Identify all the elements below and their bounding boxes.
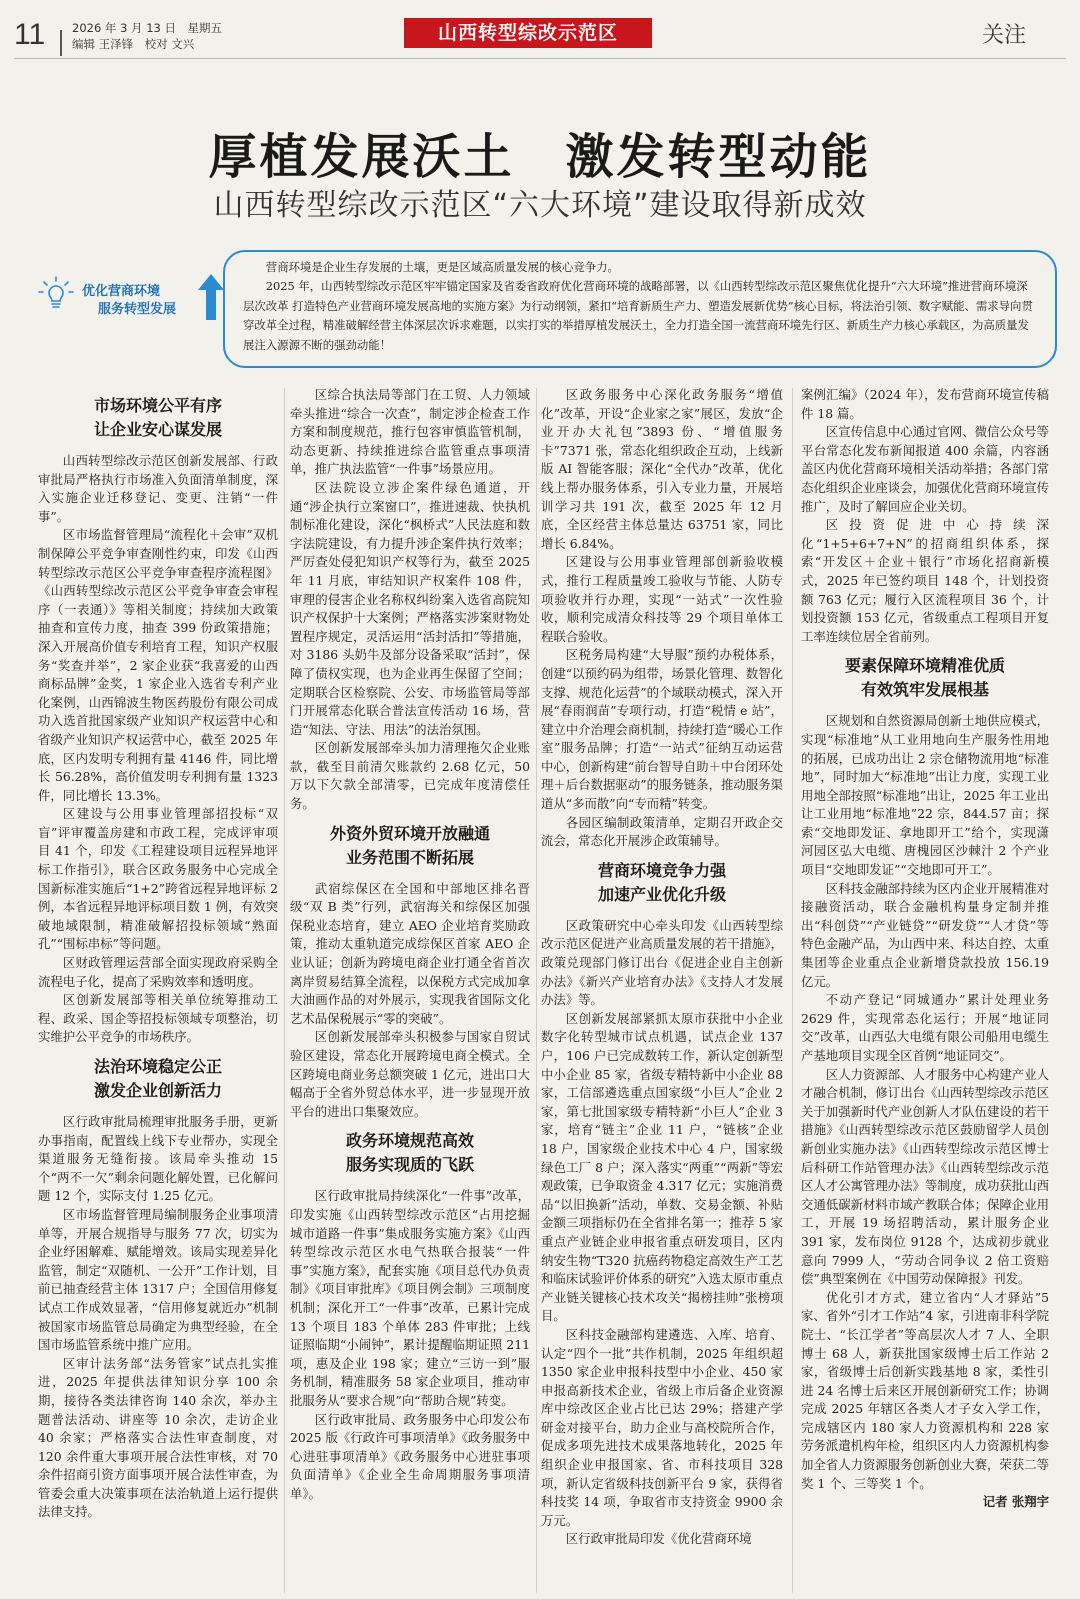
page-subheadline: 山西转型综改示范区“六大环境”建设取得新成效 xyxy=(213,188,867,223)
article-paragraph: 区政策研究中心牵头印发《山西转型综改示范区促进产业高质量发展的若干措施》，政策兑现部门修订出台《促进企业自主创新办法》《新兴产业培育办法》《支持人才发展办法》等。 xyxy=(541,917,783,1008)
article-paragraph: 区行政审批局梳理审批服务手册，更新办事指南，配置线上线下专业帮办，实现全渠道服务无缝衔接。该局牵头推动 15 个“两不一欠”剩余问题化解处置，已化解问题 12 个，实际支付 1.25 亿元。 xyxy=(38,1114,278,1204)
article-paragraph: 区创新发展部等相关单位统筹推动工程、政采、国企等招投标领域专项整治，切实维护公平竞争的市场秩序。 xyxy=(38,992,278,1045)
column-divider xyxy=(536,388,537,1593)
header-rule xyxy=(14,58,1066,59)
section-heading-line: 激发企业创新活力 xyxy=(93,1081,222,1100)
byline: 记者 张翔宇 xyxy=(982,1494,1049,1510)
issue-date: 2026 年 3 月 13 日 星期五 xyxy=(72,21,222,35)
intro-paragraph: 营商环境是企业生存发展的土壤，更是区域高质量发展的核心竞争力。 xyxy=(265,260,619,274)
article-paragraph: 区规划和自然资源局创新土地供应模式，实现“标准地”从工业用地向生产服务性用地的拓展，已成功出让 2 宗仓储物流用地“标准地”，同时加大“标准地”出让力度，实现工业用地全部按照“标准地”出让，2025 年工业出让工业用地“标准地”22 宗，844.57 亩；探索“交地即发证、拿地即开工”给个，实现潇河园区弘大电缆、唐槐园区沙棘汁 2 个产业项目“交地即发证”“交地即可开工”。 xyxy=(801,713,1049,878)
section-label: 关注 xyxy=(982,23,1027,48)
section-heading-line: 有效筑牢发展根基 xyxy=(860,680,989,700)
article-paragraph: 区创新发展部紧抓太原市获批中小企业数字化转型城市试点机遇，试点企业 137 户，106 户已完成数转工作，新认定创新型中小企业 85 家，省级专精特新中小企业 88 家，工信部遴选重点国家级“小巨人”企业 2 家，第七批国家级专精特新“小巨人”企业 3 家，培育“链主”企业 11 户，“链核”企业 18 户，国家级企业技术中心 4 户，国家级绿色工厂 8 户；深入落实“两重”“两新”等宏观政策，已争取资金 4.317 亿元；实施消费品“以旧换新”活动，单数、交易金额、补贴金额三项指标仍在全省排名第一；推荐 5 家重点产业链企业申报省重点研发项目，区内纳安生物“T320 抗癌药物稳定高效生产工艺和临床试验评价体系的研究”入选太原市重点产业链关键核心技术攻关“揭榜挂帅”张榜项目。 xyxy=(541,1010,783,1324)
article-paragraph: 区综合执法局等部门在工贸、人力领域牵头推进“综合一次查”，制定涉企检查工作方案和制度规范，推行包容审慎监管机制，动态更新、持续推进综合监管重点事项清单，推广执法监管“一件事”场景应用。 xyxy=(290,387,530,477)
section-heading xyxy=(290,1129,530,1177)
section-heading-line: 让企业安心谋发展 xyxy=(93,420,222,439)
byline-row xyxy=(801,1493,1049,1512)
article-paragraph: 区创新发展部牵头加力清理拖欠企业账款，截至目前清欠账款约 2.68 亿元，50 万以下欠款全部清零，已完成年度清偿任务。 xyxy=(290,740,530,812)
column-divider xyxy=(284,388,285,1593)
header-divider xyxy=(60,30,62,56)
article-paragraph: 区法院设立涉企案件绿色通道，开通“涉企执行立案窗口”，推进速裁、快执机制标准化建设，深化“枫桥式”人民法庭和数字法院建设，有力提升涉企案件执行效率；严厉查处侵犯知识产权等行为，截至 2025 年 11 月底，审结知识产权案件 108 件，审理的侵害企业名称权纠纷案入选省高院知识产权保护十大案例；严格落实涉案财物处置程序规定，灵活运用“活封活扣”等措施，对 3186 头奶牛及部分设备采取“活封”，保障了债权实现，也为企业再生保留了空间；定期联合区检察院、公安、市场监管局等部门开展常态化联合普法宣传活动 16 场，营造“知法、守法、用法”的法治氛围。 xyxy=(290,479,530,737)
section-heading xyxy=(801,654,1049,702)
page-headline: 厚植发展沃土 激发转型动能 xyxy=(208,129,872,185)
article-paragraph: 不动产登记“同城通办”累计处理业务 2629 件，实现常态化运行；开展“地证同交”改革，山西弘大电缆有限公司船用电缆生产基地项目实现全区首例“地证同交”。 xyxy=(801,992,1049,1063)
article-paragraph: 区市场监督管理局“流程化＋会审”双机制保障公平竞争审查刚性约束，印发《山西转型综改示范区公平竞争审查程序流程图》《山西转型综改示范区公平竞争审查会审程序（一表通）》等相关制度；持续加大政策抽查和宣传力度，抽查 399 份政策措施；深入开展高价值专利培育工程，知识产权服务“奖查并举”，2 家企业获“我喜爱的山西商标品牌”金奖，1 家企业入选省专利产业化案例，山西锦波生物医药股份有限公司成功入选首批国家级产业知识产权运营中心和省级产业知识产权运营中心，截至 2025 年底，区内发明专利拥有量 4146 件，同比增长 56.28%，高价值发明专利拥有量 1323 件，同比增长 13.3%。 xyxy=(38,527,278,803)
article-column-1 xyxy=(38,386,278,1594)
article-paragraph: 区行政审批局持续深化“一件事”改革，印发实施《山西转型综改示范区“占用挖掘城市道路一件事”集成服务实施方案》《山西转型综改示范区水电气热联合报装“一件事”实施方案》，配套实施《项目总代办负责制》《项目审批库》《项目例会制》三项制度机制；深化开工“一件事”改革，已累计完成 13 个项目 183 个单体 283 件审批；上线证照临期“小闹钟”，累计提醒临期证照 211 项，惠及企业 198 家；建立“三访一到”服务机制，精准服务 58 家企业项目，推动审批服务从“要求合规”向“帮助合规”转变。 xyxy=(290,1188,530,1408)
column-divider xyxy=(792,388,793,1593)
article-paragraph: 区创新发展部牵头积极参与国家自贸试验区建设，常态化开展跨境电商全模式。全区跨境电商业务总额突破 1 亿元，进出口大幅高于全省外贸总体水平，进一步显现开放平台的进出口集聚效应。 xyxy=(290,1029,530,1119)
article-paragraph: 区市场监督管理局编制服务企业事项清单等，开展合规指导与服务 77 次，切实为企业纾困解难、赋能增效。该局实现差异化监管，制定“双随机、一公开”工作计划，目前已抽查经营主体 1317 户；全国信用修复试点工作成效显著，“信用修复就近办”机制被国家市场监管总局确定为典型经验，在全国市场监管系统中推广应用。 xyxy=(38,1206,278,1353)
section-heading xyxy=(541,859,783,907)
article-paragraph: 区审计法务部“法务管家”试点扎实推进，2025 年提供法律知识分享 100 余期，接待各类法律咨询 140 余次，举办主题普法活动、讲座等 10 余次，走访企业 40 余家；严格落实合法性审查制度，对 120 余件重大事项开展合法性审核，对 70 余件招商引资方面事项开展合法性审查，为管委会重大决策事项在法治轨道上运行提供法律支持。 xyxy=(38,1355,278,1520)
article-paragraph: 区行政审批局印发《优化营商环境 xyxy=(565,1531,752,1547)
article-paragraph: 武宿综保区在全国和中部地区排名晋级“双 B 类”行列，武宿海关和综保区加强保税业态培育，建立 AEO 企业培育奖励政策，推动太重轨道完成综保区首家 AEO 企业认证；创新为跨境电商企业打通全省首次离岸贸易结算全流程，以保税方式完成加拿大油画作品的对外展示，实现我省国际文化艺术品保税展示“零的突破”。 xyxy=(290,880,530,1026)
section-heading-line: 法治环境稳定公正 xyxy=(93,1057,222,1076)
article-column-3 xyxy=(541,386,783,1594)
article-paragraph: 优化引才方式，建立省内“人才驿站”5 家、省外“引才工作站”4 家，引进南非科学院院士、“长江学者”等高层次人才 7 人、全职博士 68 人，新获批国家级博士后工作站 2 家，省级博士后创新实践基地 8 家，柔性引进 24 名博士后来区开展创新研究工作；协调完成 2025 年辖区各类人才子女入学工作，完成辖区内 180 家人力资源机构和 228 家劳务派遣机构年检，组织区内人力资源机构参加全省人力资源服务创新创业大赛，荣获二等奖 1 个、三等奖 1 个。 xyxy=(801,1289,1049,1491)
section-heading-line: 营商环境竞争力强 xyxy=(597,860,726,880)
section-heading-line: 外资外贸环境开放融通 xyxy=(329,823,490,843)
section-banner: 山西转型综改示范区 xyxy=(404,18,652,48)
badge-line-2: 服务转型发展 xyxy=(98,302,177,317)
article-paragraph: 区税务局构建“大导服”预约办税体系，创建“以预约码为组带，场景化管理、数智化支撑、规范化运营”的个域联动模式，深入开展“春雨润苗”专项行动，打造“税情 e 站”，建立中介治理会商机制，持续打造“暖心工作室”服务品牌；打造“一站式”征纳互动运营中心，创新构建“前台智导自助＋中台闭环处理＋后台数据驱动”的服务链条，推动服务渠道从“多而散”向“专而精”转变。 xyxy=(541,647,783,812)
intro-paragraph: 2025 年，山西转型综改示范区牢牢锚定国家及省委省政府优化营商环境的战略部署，以《山西转型综改示范区聚焦优化提升“六大环境”推进营商环境深层次改革 打造特色产业营商环境发展高地的实施方案》为行动纲领，紧扣“培育新质生产力、塑造发展新优势”核心目标，将法治引领、数字赋能、需求导向贯穿改革全过程，精准破解经营主体深层次诉求难题，以实打实的举措厚植发展沃土，全力打造全国一流营商环境先行区、新质生产力核心承载区，为高质量发展注入源源不断的强劲动能！ xyxy=(243,279,1033,352)
section-heading-line: 业务范围不断拓展 xyxy=(345,847,474,867)
section-heading xyxy=(38,1055,278,1103)
article-paragraph: 区行政审批局、政务服务中心印发公布 2025 版《行政许可事项清单》《政务服务中心进驻事项清单》《政务服务中心进驻事项负面清单》《企业全生命周期服务事项清单》。 xyxy=(290,1411,530,1501)
section-heading-line: 服务实现质的飞跃 xyxy=(345,1155,474,1175)
article-paragraph: 区宣传信息中心通过官网、微信公众号等平台常态化发布新闻报道 400 余篇，内容涵盖区内优化营商环境相关活动举措；各部门常态化组织企业座谈会，加强优化营商环境宣传推广，及时了解回应企业关切。 xyxy=(801,424,1049,514)
section-heading-line: 市场环境公平有序 xyxy=(93,396,222,415)
article-paragraph: 区财政管理运营部全面实现政府采购全流程电子化，提高了采购效率和透明度。 xyxy=(38,955,278,989)
section-heading xyxy=(290,822,530,870)
article-column-2 xyxy=(290,386,530,1594)
intro-paragraphs xyxy=(243,258,1038,355)
article-paragraph: 案例汇编》（2024 年），发布营商环境宣传稿件 18 篇。 xyxy=(801,387,1049,421)
page-number: 11 xyxy=(14,18,46,51)
article-paragraph: 区科技金融部持续为区内企业开展精准对接融资活动，联合金融机构量身定制并推出“科创贷”“产业链贷”“研发贷”“人才贷”等特色金融产品，为山西中来、科达自控、太重集团等企业重点企业新增贷款投放 156.19 亿元。 xyxy=(801,880,1049,989)
editors-line: 编辑 王泽锋 校对 文兴 xyxy=(72,37,195,51)
article-paragraph: 区人力资源部、人才服务中心构建产业人才融合机制，修订出台《山西转型综改示范区关于加强新时代产业创新人才队伍建设的若干措施》《山西转型综改示范区鼓励留学人员创新创业实施办法》《山西转型综改示范区博士后科研工作站管理办法》《山西转型综改示范区人才公寓管理办法》等制度，成功获批山西交通低碳新材料市域产教联合体；保障企业用工，开展 19 场招聘活动，累计服务企业 391 家，发布岗位 9128 个，达成初步就业意向 7999 人，“劳动合同争议 2 倍工资赔偿”典型案例在《中国劳动保障报》刊发。 xyxy=(801,1066,1049,1287)
badge-line-1: 优化营商环境 xyxy=(82,284,161,299)
lightbulb-icon xyxy=(36,275,76,311)
article-paragraph: 各园区编制政策清单，定期召开政企交流会，常态化开展涉企政策辅导。 xyxy=(541,814,783,849)
article-paragraph: 区建设与公用事业管理部招投标“双盲”评审覆盖房建和市政工程，完成评审项目 41 个，印发《工程建设项目远程异地评标工作指引》，联合区政务服务中心完成全国新标准实施后“1+2”跨省远程异地评标 2 例，本省远程异地评标项目数 1 例，有效突破地域限制，精准破解招投标领域“熟面孔”“围标串标”等问题。 xyxy=(38,806,278,952)
section-heading-line: 要素保障环境精准优质 xyxy=(844,656,1005,676)
article-paragraph: 区投资促进中心持续深化“1+5+6+7+N”的招商组织体系，探索“开发区＋企业＋银行”市场化招商新模式，2025 年已签约项目 148 个，计划投资额 763 亿元；履行入区流程项目 36 个，计划投资额 153 亿元，省级重点工程项目开复工率连续位居全省前列。 xyxy=(801,517,1049,644)
article-paragraph: 区科技金融部构建遴选、入库、培育、认定“四个一批”共作机制，2025 年组织超 1350 家企业申报科技型中小企业、450 家申报高新技术企业，省级上市后备企业资源库中综改区企业占比已达 29%；搭建产学研金对接平台，助力企业与高校院所合作，促成多项先进技术成果落地转化，2025 年组织企业申报国家、省、市科技项目 328 项，新认定省级科技创新平台 9 家，获得省科技奖 14 项，争取省市支持资金 9900 余万元。 xyxy=(541,1326,783,1528)
article-paragraph: 山西转型综改示范区创新发展部、行政审批局严格执行市场准入负面清单制度，深入实施企业迁移登记、变更、注销“一件事”。 xyxy=(38,453,278,524)
article-paragraph: 区建设与公用事业管理部创新验收模式，推行工程质量竣工验收与节能、人防专项验收并行办理，实现“一站式”一次性验收，顺利完成清众科技等 29 个项目单体工程联合验收。 xyxy=(541,554,783,644)
article-paragraph: 区政务服务中心深化政务服务“增值化”改革，开设“企业家之家”展区，发放“企业开办大礼包”3893 份、“增值服务卡”7371 张，常态化组织政企互动，上线新版 AI 智能客服；深化“全代办”改革，优化线上帮办服务体系，引入专业力量，开展培训学习共 191 次，截至 2025 年 12 月底，全区经营主体总量达 63751 家，同比增长 6.84%。 xyxy=(541,387,783,551)
up-arrow-icon xyxy=(196,272,226,322)
section-heading-line: 政务环境规范高效 xyxy=(345,1131,474,1151)
section-heading-line: 加速产业优化升级 xyxy=(597,884,726,904)
article-column-4 xyxy=(801,386,1049,1594)
section-heading xyxy=(38,394,278,442)
